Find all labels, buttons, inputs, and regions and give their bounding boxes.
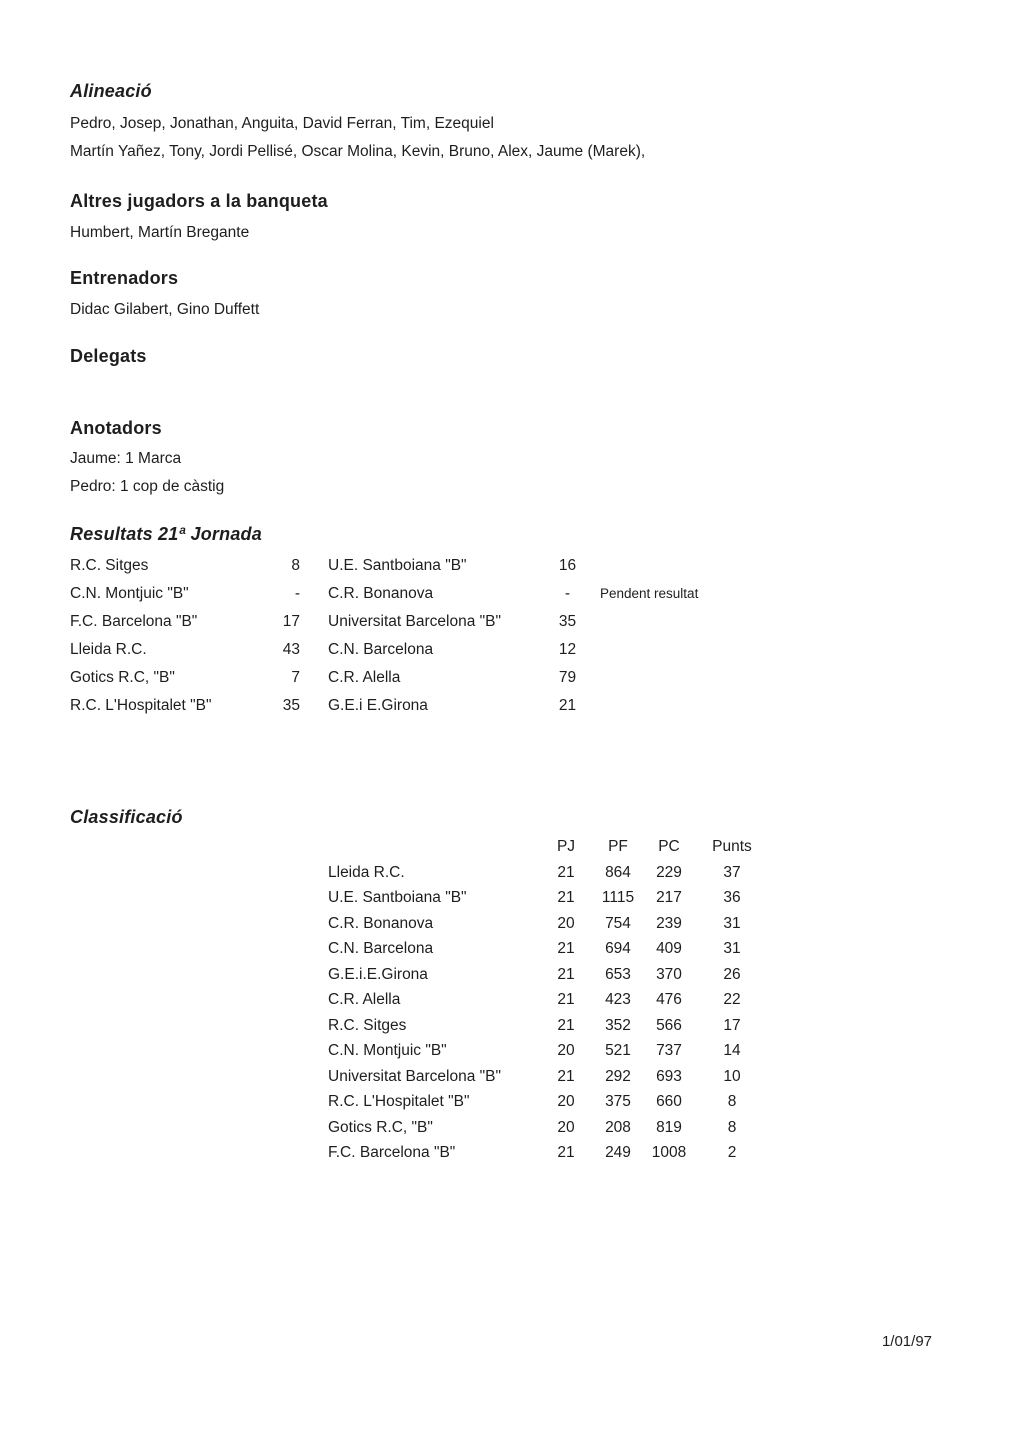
- result-away-team: U.E. Santboiana "B": [328, 557, 467, 574]
- anotadors-lines: [70, 445, 954, 501]
- result-home-score: 8: [291, 557, 300, 574]
- result-row: [70, 580, 954, 608]
- classification-header-pj: PJ: [556, 838, 576, 855]
- classification-header-pc: PC: [658, 838, 680, 855]
- section-resultats: [70, 523, 954, 720]
- result-home-team: C.N. Montjuic "B": [70, 585, 189, 602]
- anotadors-line: Pedro: 1 cop de càstig: [70, 478, 225, 495]
- classification-pf: 864: [605, 863, 631, 881]
- classification-team: U.E. Santboiana "B": [328, 889, 467, 906]
- result-row: [70, 608, 954, 636]
- classification-pf: 375: [605, 1093, 631, 1110]
- classification-punts: 26: [723, 965, 741, 983]
- result-away-team: C.R. Bonanova: [328, 585, 434, 602]
- result-home-score: -: [294, 585, 300, 602]
- classification-pf: 352: [605, 1016, 631, 1034]
- result-row: [70, 692, 954, 720]
- classification-punts: 22: [723, 991, 741, 1008]
- result-away-score: 79: [558, 669, 577, 686]
- classification-pj: 21: [557, 863, 575, 881]
- anotadors-line: Jaume: 1 Marca: [70, 450, 182, 467]
- classification-pj: 20: [557, 914, 575, 932]
- classification-pf: 1115: [601, 889, 635, 906]
- classification-row: [328, 1064, 954, 1090]
- classification-pc: 660: [656, 1093, 682, 1110]
- result-home-team: R.C. Sitges: [70, 557, 149, 574]
- classification-row: [328, 885, 954, 911]
- classification-punts: 2: [727, 1144, 737, 1161]
- section-banqueta: [70, 190, 954, 247]
- classification-team: G.E.i.E.Girona: [328, 965, 428, 983]
- result-home-score: 43: [282, 641, 300, 658]
- delegats-title: Delegats: [70, 346, 147, 366]
- result-away-team: G.E.i E.Girona: [328, 697, 428, 714]
- classification-pf: 292: [605, 1067, 631, 1085]
- classification-table: [328, 834, 954, 1166]
- classification-pc: 1008: [651, 1144, 687, 1161]
- classification-pc: 693: [656, 1067, 682, 1085]
- result-home-score: 17: [282, 613, 300, 630]
- section-anotadors: [70, 417, 954, 501]
- result-note: [590, 608, 954, 636]
- classification-team: F.C. Barcelona "B": [328, 1144, 456, 1161]
- classification-row: [328, 936, 954, 962]
- classification-team: Lleida R.C.: [328, 863, 405, 881]
- classification-pj: 21: [557, 889, 575, 906]
- entrenadors-title: Entrenadors: [70, 268, 179, 288]
- classification-row: [328, 1115, 954, 1141]
- classification-pf: 249: [605, 1144, 631, 1161]
- classification-punts: 10: [723, 1067, 741, 1085]
- classification-row: [328, 1013, 954, 1039]
- page-date: 1/01/97: [881, 1333, 932, 1350]
- anotadors-title: Anotadors: [70, 418, 162, 438]
- result-away-score: 16: [558, 557, 577, 574]
- result-note: [590, 636, 954, 664]
- classification-row: [328, 1038, 954, 1064]
- result-home-team: Gotics R.C, "B": [70, 669, 175, 686]
- classification-pf: 423: [605, 991, 631, 1008]
- classification-pc: 239: [656, 914, 682, 932]
- classification-header-team: [328, 834, 544, 860]
- classification-pc: 566: [656, 1016, 682, 1034]
- classification-pc: 737: [656, 1042, 682, 1059]
- results-rows: [70, 552, 954, 720]
- classification-team: R.C. L'Hospitalet "B": [328, 1093, 470, 1110]
- result-note: Pendent resultat: [600, 586, 699, 601]
- result-home-team: R.C. L'Hospitalet "B": [70, 697, 212, 714]
- classification-pj: 21: [557, 991, 575, 1008]
- result-away-score: -: [564, 585, 571, 602]
- classification-row: [328, 1140, 954, 1166]
- classification-row: [328, 860, 954, 886]
- result-note: [590, 692, 954, 720]
- result-note: [590, 552, 954, 580]
- classification-team: C.R. Bonanova: [328, 914, 434, 932]
- result-note: [590, 664, 954, 692]
- alineacio-line: Martín Yañez, Tony, Jordi Pellisé, Oscar Molina, Kevin, Bruno, Alex, Jaume (Marek),: [70, 143, 646, 160]
- classificacio-title: Classificació: [70, 807, 183, 827]
- section-alineacio: [70, 80, 954, 166]
- classification-pc: 370: [656, 965, 682, 983]
- section-classificacio: [70, 806, 954, 1166]
- classification-punts: 31: [723, 914, 741, 932]
- result-away-score: 35: [558, 613, 577, 630]
- classification-pj: 21: [557, 1144, 575, 1161]
- classification-punts: 17: [723, 1016, 741, 1034]
- classification-header: [328, 834, 954, 860]
- classification-pj: 20: [557, 1118, 575, 1136]
- classification-pj: 21: [557, 1067, 575, 1085]
- classification-pf: 694: [605, 940, 631, 957]
- entrenadors-lines: [70, 296, 954, 324]
- classification-team: C.R. Alella: [328, 991, 401, 1008]
- classification-pf: 653: [605, 965, 631, 983]
- classification-punts: 31: [723, 940, 741, 957]
- banqueta-lines: [70, 219, 954, 247]
- classification-header-pf: PF: [608, 838, 628, 855]
- classification-punts: 37: [723, 863, 741, 881]
- result-row: [70, 552, 954, 580]
- result-row: [70, 636, 954, 664]
- result-away-score: 12: [558, 641, 577, 658]
- classification-punts: 14: [723, 1042, 741, 1059]
- banqueta-title: Altres jugadors a la banqueta: [70, 191, 328, 211]
- result-row: [70, 664, 954, 692]
- classification-pc: 409: [656, 940, 682, 957]
- classification-rows: [328, 860, 954, 1166]
- classification-pj: 21: [557, 1016, 575, 1034]
- result-home-team: F.C. Barcelona "B": [70, 613, 198, 630]
- classification-pc: 476: [656, 991, 682, 1008]
- result-home-score: 35: [282, 697, 300, 714]
- classification-punts: 8: [727, 1093, 737, 1110]
- alineacio-title: Alineació: [70, 81, 152, 101]
- classification-pf: 754: [605, 914, 631, 932]
- alineacio-lines: [70, 110, 954, 166]
- classification-punts: 36: [723, 889, 741, 906]
- entrenadors-line: Didac Gilabert, Gino Duffett: [70, 301, 260, 318]
- classification-pf: 521: [605, 1042, 631, 1059]
- classification-pj: 20: [557, 1042, 575, 1059]
- classification-team: C.N. Montjuic "B": [328, 1042, 447, 1059]
- result-away-team: C.R. Alella: [328, 669, 401, 686]
- banqueta-line: Humbert, Martín Bregante: [70, 224, 250, 241]
- classification-header-punts: Punts: [712, 838, 752, 855]
- classification-row: [328, 911, 954, 937]
- result-away-team: C.N. Barcelona: [328, 641, 434, 658]
- classification-pc: 229: [656, 863, 682, 881]
- classification-row: [328, 1089, 954, 1115]
- alineacio-line: Pedro, Josep, Jonathan, Anguita, David Ferran, Tim, Ezequiel: [70, 115, 494, 132]
- result-home-team: Lleida R.C.: [70, 641, 147, 658]
- result-home-score: 7: [291, 669, 300, 686]
- classification-pf: 208: [605, 1118, 631, 1136]
- classification-team: Gotics R.C, "B": [328, 1118, 433, 1136]
- classification-pc: 217: [656, 889, 682, 906]
- classification-pj: 20: [557, 1093, 575, 1110]
- classification-punts: 8: [727, 1118, 737, 1136]
- result-away-score: 21: [558, 697, 577, 714]
- section-entrenadors: [70, 267, 954, 324]
- classification-row: [328, 962, 954, 988]
- classification-pj: 21: [557, 965, 575, 983]
- section-delegats: [70, 345, 954, 367]
- classification-team: Universitat Barcelona "B": [328, 1067, 501, 1085]
- resultats-title: Resultats 21ª Jornada: [70, 524, 262, 544]
- classification-pj: 21: [557, 940, 575, 957]
- classification-team: R.C. Sitges: [328, 1016, 407, 1034]
- result-away-team: Universitat Barcelona "B": [328, 613, 501, 630]
- classification-pc: 819: [656, 1118, 682, 1136]
- classification-row: [328, 987, 954, 1013]
- classification-team: C.N. Barcelona: [328, 940, 434, 957]
